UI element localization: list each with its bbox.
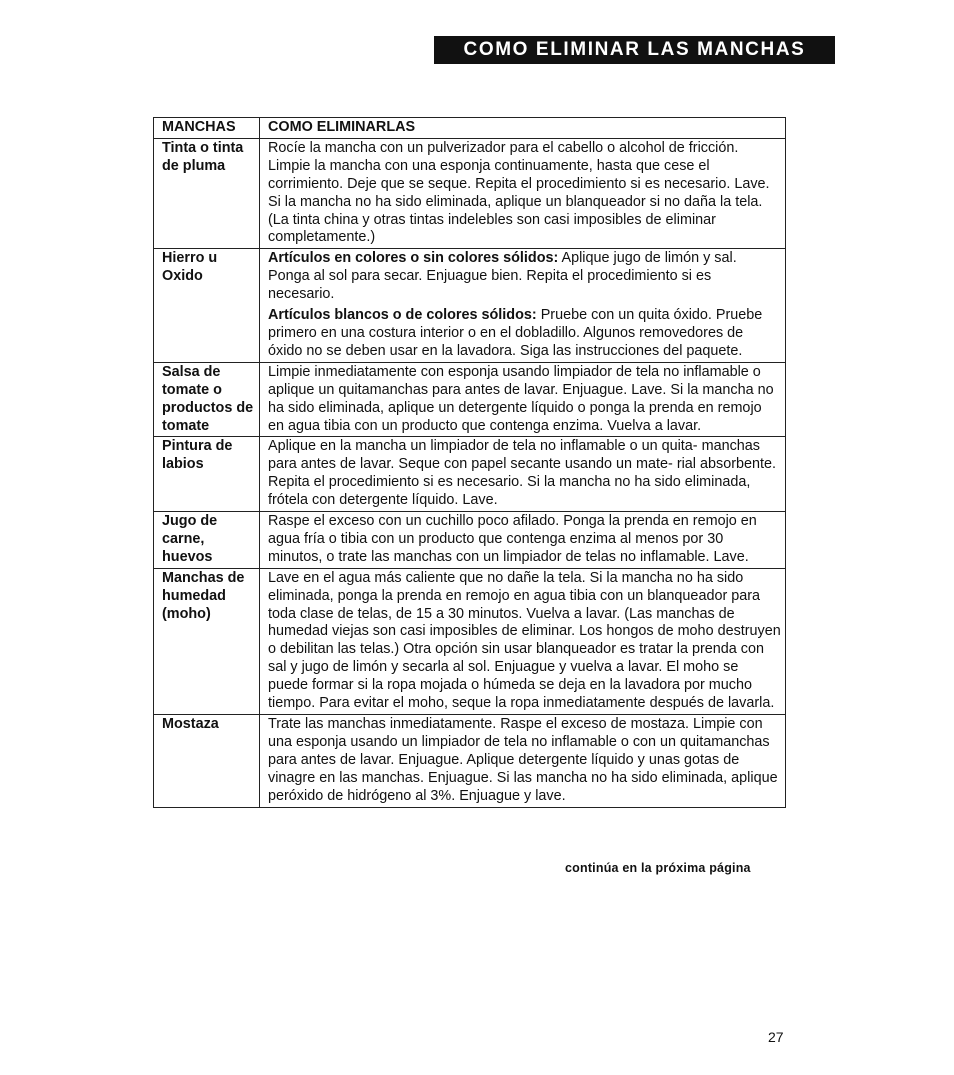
stain-name: Mostaza: [154, 715, 260, 808]
method-paragraph: [268, 438, 781, 510]
method-paragraph: [268, 250, 781, 304]
table-row: [154, 362, 786, 437]
method-text: Lave en el agua más caliente que no dañe la tela. Si la mancha no ha sido eliminada, ponga la prenda en remojo en agua tibia con un blanqueador para toda clase de telas, de 15 a 30 minutos. Vuelva a lavar. (Las manchas de humedad viejas son casi imposibles de eliminar. Los hongos de moho destruyen o debilitan las telas.) Otra opción sin usar blanqueador es tratar la prenda con sal y jugo de limón y secarla al sol. Enjuague y vuelva a lavar. El moho se puede formar si la ropa mojada o húmeda se deja en la lavadora por mucho tiempo. Para evitar el moho, seque la ropa inmediatamente después de lavarla.: [268, 569, 781, 712]
table-row: [154, 568, 786, 714]
stain-removal-table: [153, 117, 786, 808]
method-text: Pruebe con un quita óxido. Pruebe primero en una costura interior o en el dobladillo. Algunos removedores de óxido no se deben usar en la lavadora. Siga las instrucciones del paquete.: [268, 307, 763, 359]
table-row: [154, 715, 786, 808]
method-paragraph: [268, 307, 781, 361]
method-paragraph: [268, 364, 781, 436]
removal-method: [260, 437, 786, 512]
stain-name: Manchas de humedad (moho): [154, 568, 260, 714]
removal-method: [260, 512, 786, 569]
removal-method: [260, 249, 786, 362]
section-title-banner: COMO ELIMINAR LAS MANCHAS: [434, 36, 835, 64]
method-text: Limpie inmediatamente con esponja usando limpiador de tela no inflamable o aplique un quitamanchas para antes de lavar. Enjuague. Lave. Si la mancha no ha sido eliminada, aplique un detergente líquido o ponga la prenda en remojo en agua tibia con un producto que contenga enzima. Vuelva a lavar.: [268, 363, 774, 434]
table-row: [154, 512, 786, 569]
method-text: Rocíe la mancha con un pulverizador para el cabello o alcohol de fricción. Limpie la mancha con una esponja continuamente, hasta que cese el corrimiento. Deje que se seque. Repita el procedimiento si es necesario. Lave. Si la mancha no ha sido eliminada, aplique un blanqueador si no daña la tela. (La tinta china y otras tintas indelebles son casi imposibles de eliminar completamente.): [268, 139, 770, 246]
method-text: Raspe el exceso con un cuchillo poco afilado. Ponga la prenda en remojo en agua fría o tibia con un producto que contenga enzima al menos por 30 minutos, o trate las manchas con un limpiador de telas no inflamable. Lave.: [268, 513, 757, 565]
table-row: [154, 437, 786, 512]
table-row: [154, 249, 786, 362]
method-text: Trate las manchas inmediatamente. Raspe el exceso de mostaza. Limpie con una esponja usando un limpiador de tela no inflamable o con un quitamanchas para antes de lavar. Enjuague. Aplique detergente líquido y unas gotas de vinagre en las manchas. Enjuague. Si las mancha no ha sido eliminada, aplique peróxido de hidrógeno al 3%. Enjuague y lave.: [268, 716, 778, 804]
page-number: 27: [768, 1029, 784, 1045]
stain-name: Hierro u Oxido: [154, 249, 260, 362]
continued-note: continúa en la próxima página: [565, 861, 751, 875]
stain-name: Salsa de tomate o productos de tomate: [154, 362, 260, 437]
method-paragraph: [268, 570, 781, 713]
column-header-stain: MANCHAS: [154, 118, 260, 139]
removal-method: [260, 715, 786, 808]
removal-method: [260, 362, 786, 437]
stain-name: Jugo de carne, huevos: [154, 512, 260, 569]
method-text: Aplique jugo de limón y sal. Ponga al sol para secar. Enjuague bien. Repita el procedimiento si es necesario.: [268, 250, 737, 303]
method-paragraph: [268, 716, 781, 806]
column-header-method: COMO ELIMINARLAS: [260, 118, 786, 139]
method-lead: Artículos en colores o sin colores sólidos:: [268, 250, 559, 267]
method-text: Aplique en la mancha un limpiador de tela no inflamable o un quita- manchas para antes de lavar. Seque con papel secante usando un mate- rial absorbente. Repita el procedimiento si es necesario. Si la mancha no ha sido eliminada, frótela con detergente líquido. Lave.: [268, 438, 777, 509]
table-header-row: [154, 118, 786, 139]
removal-method: [260, 138, 786, 248]
removal-method: [260, 568, 786, 714]
method-paragraph: [268, 513, 781, 567]
method-paragraph: [268, 140, 781, 247]
method-lead: Artículos blancos o de colores sólidos:: [268, 307, 537, 324]
stain-name: Tinta o tinta de pluma: [154, 138, 260, 248]
stain-name: Pintura de labios: [154, 437, 260, 512]
table-row: [154, 138, 786, 248]
